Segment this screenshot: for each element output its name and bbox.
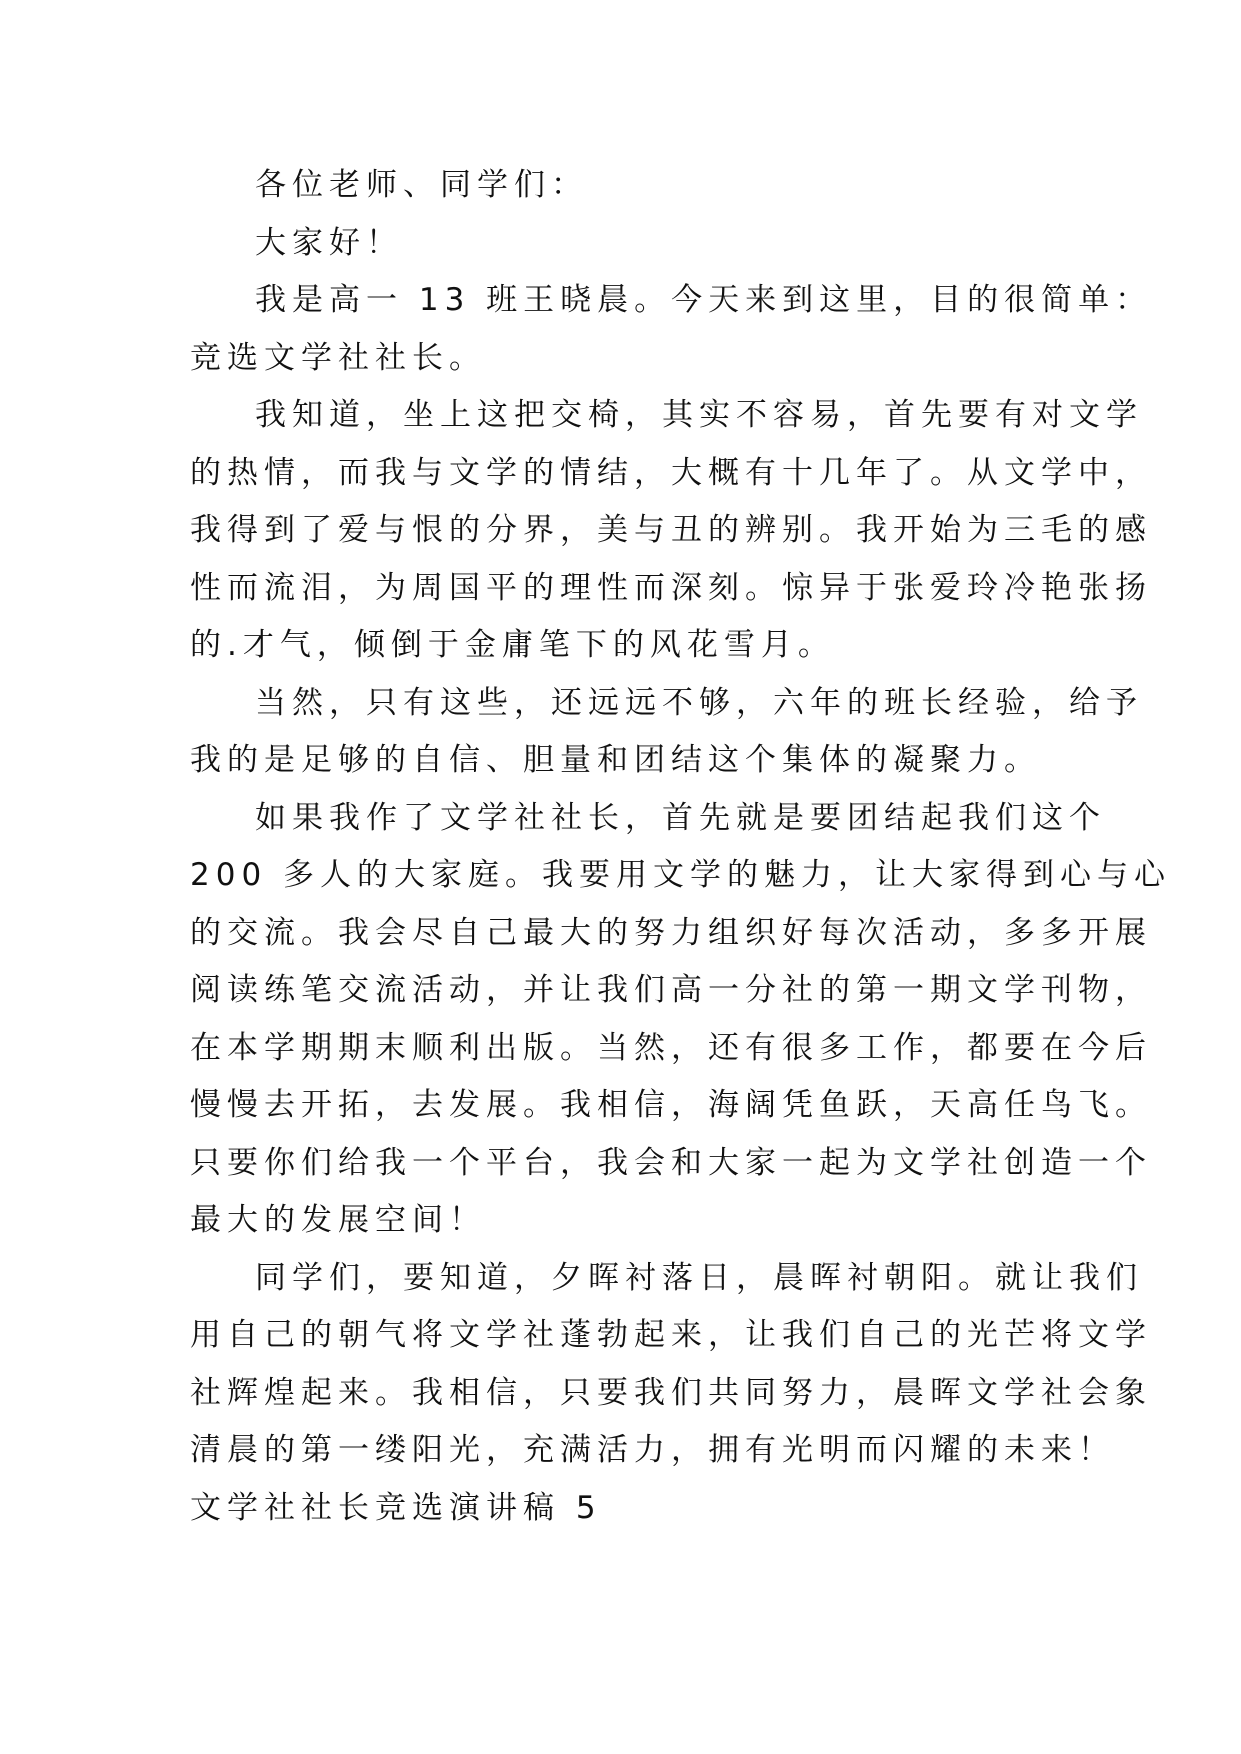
paragraph-5-line-1: 同学们，要知道，夕晖衬落日，晨晖衬朝阳。就让我们 xyxy=(255,1260,1143,1296)
paragraph-2-line-2: 的热情，而我与文学的情结，大概有十几年了。从文学中， xyxy=(190,455,1152,491)
paragraph-2-line-4: 性而流泪，为周国平的理性而深刻。惊异于张爱玲冷艳张扬 xyxy=(190,570,1152,606)
paragraph-4-line-5: 在本学期期末顺利出版。当然，还有很多工作，都要在今后 xyxy=(190,1030,1152,1066)
paragraph-2-line-1: 我知道，坐上这把交椅，其实不容易，首先要有对文学 xyxy=(255,397,1143,433)
paragraph-5-line-4: 清晨的第一缕阳光，充满活力，拥有光明而闪耀的未来！ xyxy=(190,1432,1115,1468)
paragraph-4-line-2: 200 多人的大家庭。我要用文学的魅力，让大家得到心与心 xyxy=(190,857,1172,893)
paragraph-5-line-2: 用自己的朝气将文学社蓬勃起来，让我们自己的光芒将文学 xyxy=(190,1317,1152,1353)
paragraph-4-line-3: 的交流。我会尽自己最大的努力组织好每次活动，多多开展 xyxy=(190,915,1152,951)
salutation-line: 各位老师、同学们： xyxy=(255,167,588,203)
paragraph-4-line-7: 只要你们给我一个平台，我会和大家一起为文学社创造一个 xyxy=(190,1145,1152,1181)
paragraph-2-line-5: 的.才气，倾倒于金庸笔下的风花雪月。 xyxy=(190,627,835,663)
paragraph-3-line-2: 我的是足够的自信、胆量和团结这个集体的凝聚力。 xyxy=(190,742,1041,778)
paragraph-4-line-4: 阅读练笔交流活动，并让我们高一分社的第一期文学刊物， xyxy=(190,972,1152,1008)
paragraph-1-line-1: 我是高一 13 班王晓晨。今天来到这里，目的很简单： xyxy=(255,282,1153,318)
paragraph-4-line-6: 慢慢去开拓，去发展。我相信，海阔凭鱼跃，天高任鸟飞。 xyxy=(190,1087,1152,1123)
paragraph-1-line-2: 竞选文学社社长。 xyxy=(190,340,486,376)
paragraph-3-line-1: 当然，只有这些，还远远不够，六年的班长经验，给予 xyxy=(255,685,1143,721)
paragraph-4-line-8: 最大的发展空间！ xyxy=(190,1202,486,1238)
next-section-title: 文学社社长竞选演讲稿 5 xyxy=(190,1490,602,1526)
paragraph-4-line-1: 如果我作了文学社社长，首先就是要团结起我们这个 xyxy=(255,800,1106,836)
paragraph-5-line-3: 社辉煌起来。我相信，只要我们共同努力，晨晖文学社会象 xyxy=(190,1375,1152,1411)
paragraph-2-line-3: 我得到了爱与恨的分界，美与丑的辨别。我开始为三毛的感 xyxy=(190,512,1152,548)
greeting-line: 大家好！ xyxy=(255,225,403,261)
